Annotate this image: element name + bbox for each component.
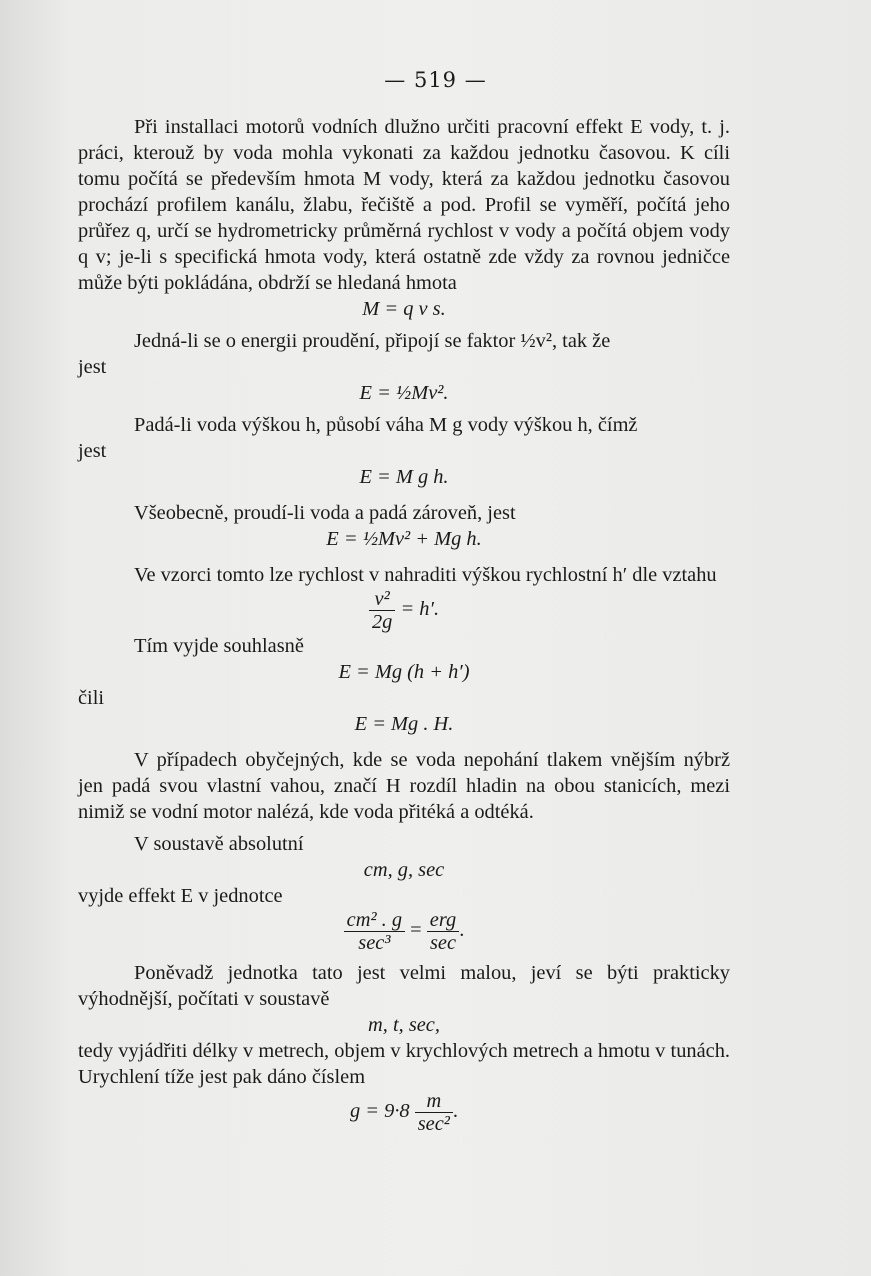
fraction-denominator: sec (429, 932, 457, 954)
paragraph-practical-system: Poněvadž jednotka tato jest velmi malou, jeví se býti prakticky výhodnější, počítati v soustavě (78, 962, 730, 1010)
paragraph-absolute-system: V soustavě absolutní (134, 833, 304, 855)
equation-lhs: g = 9·8 (349, 1100, 410, 1123)
fraction-denominator: sec³ (358, 932, 391, 954)
page-body (78, 114, 730, 1135)
equation-rhs: = h′. (400, 598, 440, 621)
fraction-numerator: cm² . g (344, 909, 405, 932)
fraction-m-sec2 (415, 1090, 453, 1135)
fraction-denominator: sec² (417, 1113, 450, 1135)
fraction-numerator: v² (369, 588, 395, 611)
equation-combined: E = Mg (h + h′) (338, 661, 470, 683)
paragraph-velocity-height: Ve vzorci tomto lze rychlost v nahraditi výškou rychlostní h′ dle vztahu (134, 564, 717, 586)
fraction-numerator: m (415, 1090, 453, 1113)
equation-mass: M = q v s. (362, 298, 446, 320)
paragraph-flow-energy: Jedná-li se o energii proudění, připojí se faktor ½v², tak že (134, 330, 611, 352)
equation-final: E = Mg . H. (354, 713, 454, 735)
equation-kinetic: E = ½Mv². (359, 382, 449, 404)
label-jest-1: jest (78, 356, 107, 378)
fraction-numerator: erg (427, 909, 459, 932)
paragraph-general: Všeobecně, proudí-li voda a padá zároveň, jest (134, 502, 516, 524)
equation-erg: $\frac{\text{cm² . g}}{\text{sec³}}$ = $\frac{\text{erg}}{\sec}$ . (78, 909, 730, 954)
paragraph-result: Tím vyjde souhlasně (134, 635, 304, 657)
equation-total: E = ½Mv² + Mg h. (326, 528, 482, 550)
fraction-denominator: 2g (371, 611, 393, 633)
label-cili: čili (78, 687, 105, 709)
fraction-cm2g-sec3 (344, 909, 405, 954)
paragraph-fall: Padá-li voda výškou h, působí váha M g vody výškou h, čímž (134, 414, 638, 436)
fraction-v2-2g (369, 588, 395, 633)
equation-mts-units: m, t, sec, (368, 1014, 440, 1036)
paragraph-effect-unit: vyjde effekt E v jednotce (78, 885, 283, 907)
label-jest-2: jest (78, 440, 107, 462)
paragraph-units-metric: tedy vyjádřiti délky v metrech, objem v krychlových metrech a hmotu v tunách. Urychlení tíže jest pak dáno číslem (78, 1040, 730, 1088)
equation-cgs-units: cm, g, sec (363, 859, 445, 881)
page-number: — 519 — (384, 68, 487, 92)
paragraph-intro: Při installaci motorů vodních dlužno určiti pracovní effekt E vody, t. j. práci, kterouž by voda mohla vykonati za každou jednotku časovou. K cíli tomu počítá se především hmota M vody, která za každou jednotku časovou prochází profilem kanálu, žlabu, řečiště a pod. Profil se vyměří, počítá jeho průřez q, určí se hydrometricky průměrná rychlost v vody a počítá objem vody q v; je-li s specifická hmota vody, která ostatně zde vždy za rovnou jedničce může býti pokládána, obdrží se hledaná hmota (78, 116, 730, 294)
equation-velocity-height (78, 588, 730, 633)
paragraph-ordinary-cases: V případech obyčejných, kde se voda nepohání tlakem vnějším nýbrž jen padá svou vlastní vahou, značí H rozdíl hladin na obou stanicích, mezi nimiž se vodní motor nalézá, kde voda přitéká a odtéká. (78, 749, 730, 823)
equation-potential: E = M g h. (359, 466, 449, 488)
fraction-erg-sec (427, 909, 459, 954)
equation-gravity: g = 9·8 $\frac{m}{\text{sec²}}$ . (349, 1090, 458, 1135)
